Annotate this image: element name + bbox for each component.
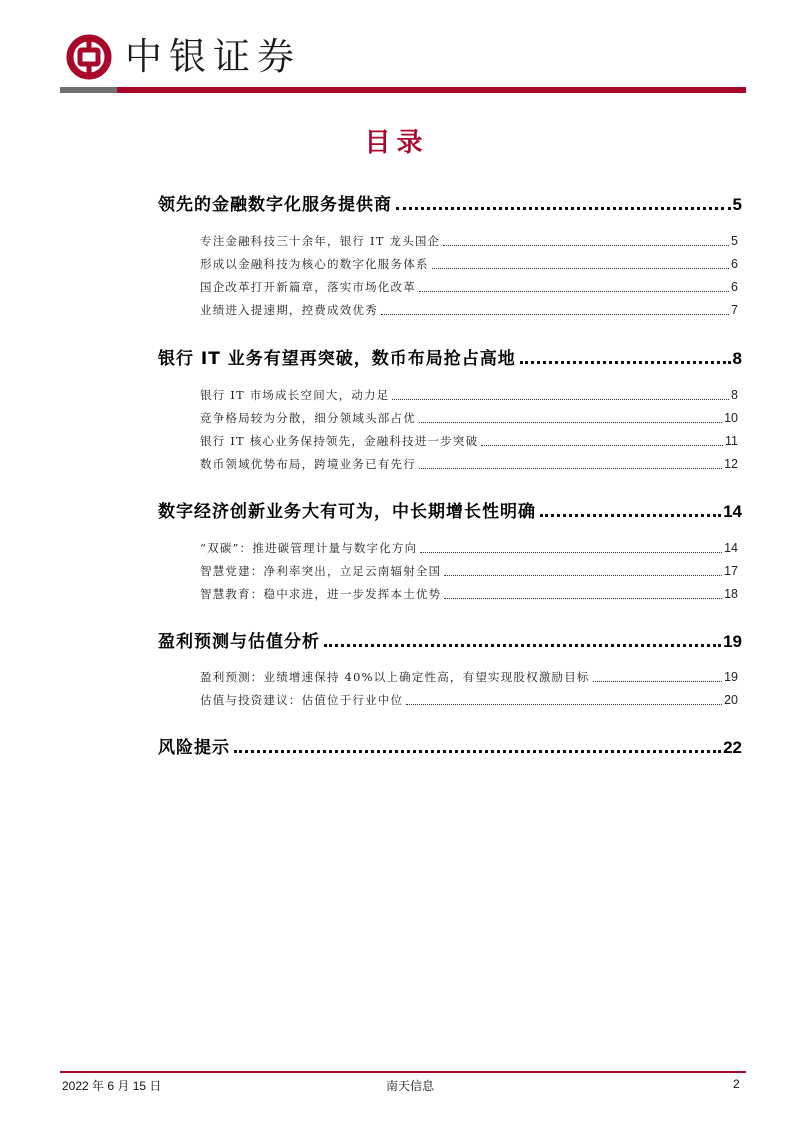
dot-leader [444, 575, 722, 576]
dot-leader [593, 681, 722, 682]
toc-item-label: 估值与投资建议：估值位于行业中位 [200, 693, 404, 707]
dot-leader [443, 245, 729, 246]
toc-section-3[interactable] [158, 497, 742, 522]
toc-section-4[interactable] [158, 627, 742, 652]
toc-section-label: 盈利预测与估值分析 [158, 632, 320, 652]
footer-page-number: 2 [733, 1077, 740, 1091]
toc-page-number: 11 [725, 434, 738, 448]
brand-name: 中银证券 [125, 35, 301, 78]
toc-item[interactable] [200, 456, 738, 472]
toc-item-label: 形成以金融科技为核心的数字化服务体系 [200, 257, 429, 271]
header-bar-gray [60, 87, 117, 93]
toc-page-number: 5 [732, 195, 742, 214]
toc-item-label: 数币领域优势布局，跨境业务已有先行 [200, 457, 416, 471]
toc-page-number: 22 [723, 738, 742, 757]
toc-item-label: 盈利预测：业绩增速保持 40%以上确定性高，有望实现股权激励目标 [200, 670, 590, 684]
header-bar-red [117, 87, 746, 93]
toc-item[interactable] [200, 692, 738, 708]
toc-item[interactable] [200, 586, 738, 602]
toc-section-label: 领先的金融数字化服务提供商 [158, 195, 392, 215]
toc-item[interactable] [200, 433, 738, 449]
toc-page-number: 8 [732, 349, 742, 368]
toc-section-1[interactable] [158, 190, 742, 215]
toc-page-number: 6 [731, 257, 738, 271]
toc-page-number: 19 [724, 670, 738, 684]
toc-section-2[interactable] [158, 344, 742, 369]
toc-page-number: 14 [723, 502, 742, 521]
dot-leader [520, 361, 731, 364]
dot-leader [396, 207, 731, 210]
dot-leader [406, 704, 722, 705]
toc-item-label: 银行 IT 核心业务保持领先，金融科技进一步突破 [200, 434, 479, 448]
toc-page-number: 18 [724, 587, 738, 601]
toc-section-5[interactable] [158, 733, 742, 758]
toc-item-label: 业绩进入提速期，控费成效优秀 [200, 303, 378, 317]
toc-section-label: 风险提示 [158, 738, 230, 758]
toc-item[interactable] [200, 387, 738, 403]
toc-item-label: 专注金融科技三十余年，银行 IT 龙头国企 [200, 234, 441, 248]
dot-leader [540, 514, 721, 517]
dot-leader [392, 399, 729, 400]
toc-page-number: 10 [724, 411, 738, 425]
bank-of-china-logo-icon [66, 34, 112, 80]
footer-divider [60, 1071, 746, 1073]
toc-page-number: 6 [731, 280, 738, 294]
toc-page-number: 17 [724, 564, 738, 578]
toc-page-number: 12 [724, 457, 738, 471]
dot-leader [444, 598, 722, 599]
dot-leader [419, 468, 722, 469]
toc-item-label: 银行 IT 市场成长空间大，动力足 [200, 388, 390, 402]
toc-page-number: 19 [723, 632, 742, 651]
toc-section-label: 数字经济创新业务大有可为，中长期增长性明确 [158, 502, 536, 522]
toc-item[interactable] [200, 233, 738, 249]
toc-item-label: “双碳”：推进碳管理计量与数字化方向 [200, 541, 418, 555]
toc-page-number: 14 [724, 541, 738, 555]
dot-leader [419, 291, 729, 292]
toc-item[interactable] [200, 279, 738, 295]
toc-item[interactable] [200, 563, 738, 579]
toc-page-number: 20 [724, 693, 738, 707]
dot-leader [324, 644, 721, 647]
dot-leader [420, 552, 722, 553]
dot-leader [381, 314, 729, 315]
dot-leader [481, 445, 723, 446]
toc-item[interactable] [200, 410, 738, 426]
toc-page-number: 8 [731, 388, 738, 402]
dot-leader [432, 268, 729, 269]
footer-date: 2022 年 6 月 15 日 [62, 1079, 162, 1093]
toc-title: 目录 [364, 128, 429, 158]
toc-page-number: 7 [731, 303, 738, 317]
toc-item-label: 智慧教育：稳中求进，进一步发挥本土优势 [200, 587, 442, 601]
dot-leader [419, 422, 722, 423]
toc-item-label: 国企改革打开新篇章，落实市场化改革 [200, 280, 416, 294]
toc-page-number: 5 [731, 234, 738, 248]
toc-item[interactable] [200, 540, 738, 556]
dot-leader [234, 750, 721, 753]
toc-item-label: 竞争格局较为分散，细分领域头部占优 [200, 411, 416, 425]
toc-item[interactable] [200, 256, 738, 272]
toc-section-label: 银行 IT 业务有望再突破，数币布局抢占高地 [158, 349, 516, 369]
toc-item-label: 智慧党建：净利率突出，立足云南辐射全国 [200, 564, 442, 578]
toc-item[interactable] [200, 302, 738, 318]
toc-item[interactable] [200, 669, 738, 685]
page-header [0, 0, 793, 100]
footer-company-name: 南天信息 [386, 1079, 435, 1093]
